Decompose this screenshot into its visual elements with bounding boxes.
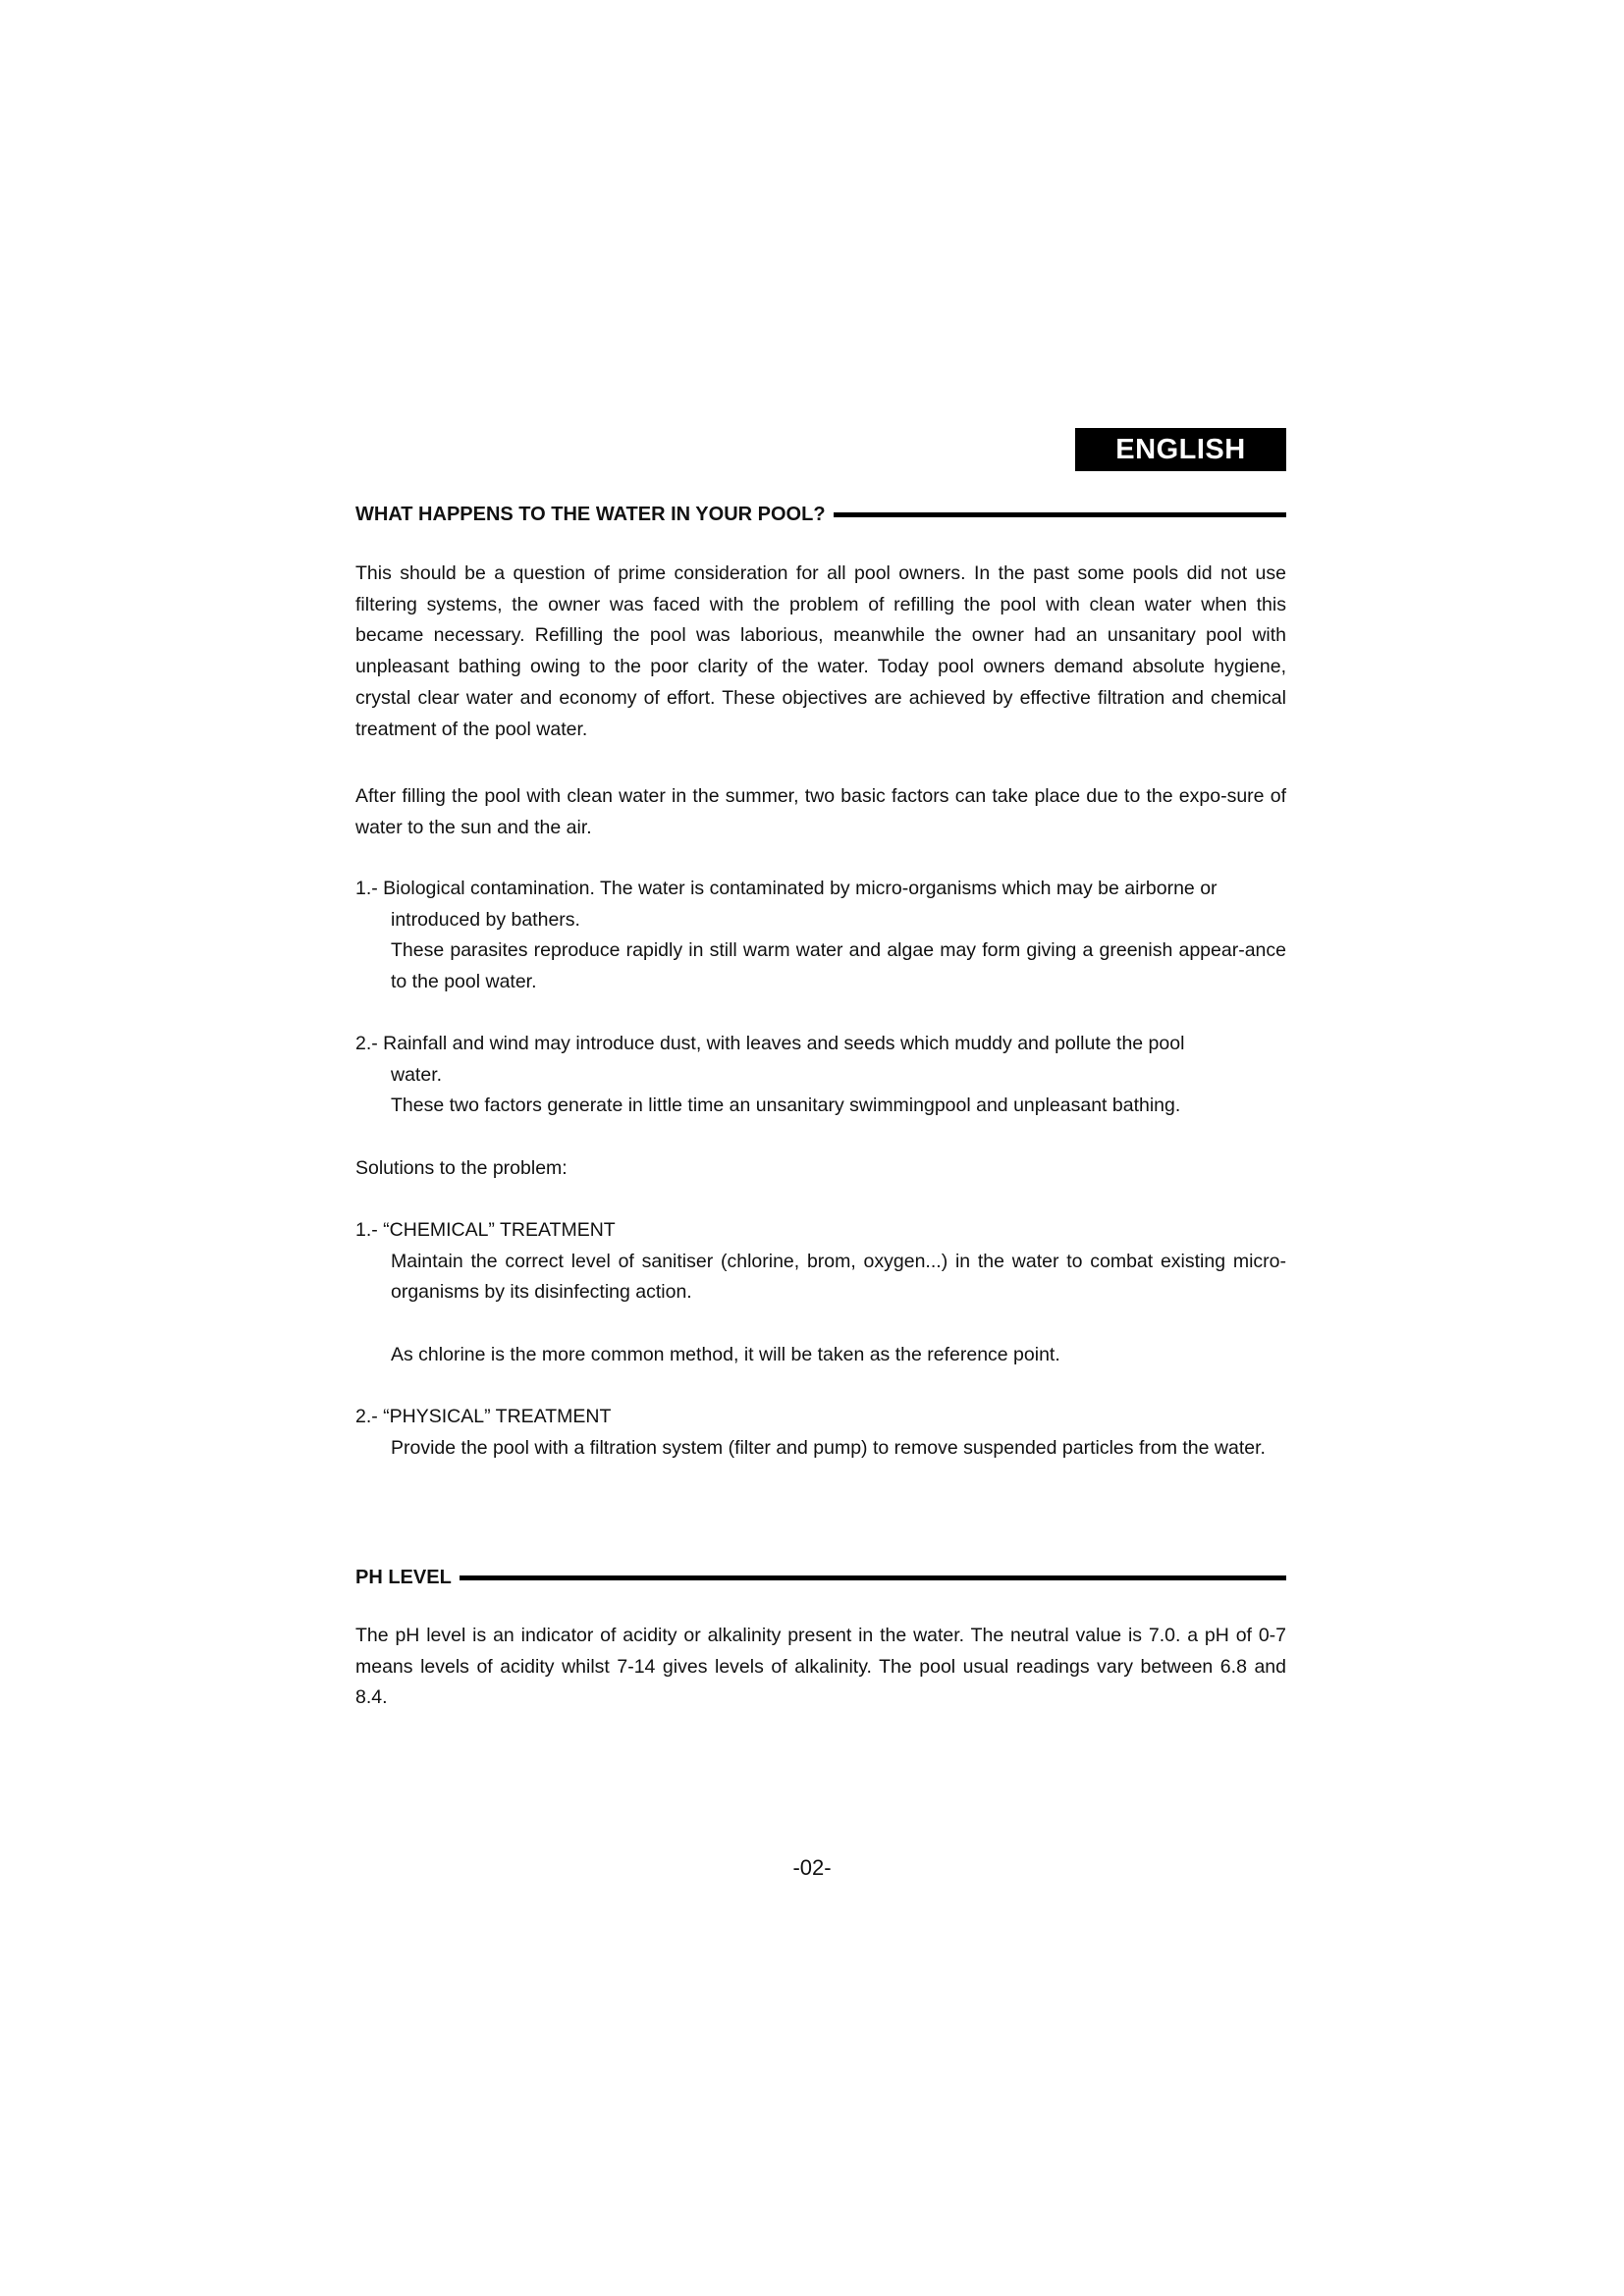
- solution-2-title: 2.- “PHYSICAL” TREATMENT: [355, 1406, 612, 1427]
- language-badge: ENGLISH: [1075, 428, 1286, 471]
- solution-1-title: 1.- “CHEMICAL” TREATMENT: [355, 1219, 616, 1241]
- solution-1-text: Maintain the correct level of sanitiser (chlorine, brom, oxygen...) in the water to combat existing micro-organisms by its disinfecting action.: [391, 1250, 1286, 1304]
- factors-intro-paragraph: After filling the pool with clean water in the summer, two basic factors can take place due to the expo-sure of water to the sun and the air.: [355, 785, 1286, 838]
- factor-1-line2: introduced by bathers.: [391, 908, 580, 931]
- solutions-label: Solutions to the problem:: [355, 1157, 568, 1179]
- factor-2: [355, 1029, 1286, 1122]
- section-rule: [834, 512, 1286, 517]
- section-rule: [460, 1575, 1286, 1580]
- page-number: -02-: [792, 1855, 832, 1880]
- ph-paragraph: The pH level is an indicator of acidity or alkalinity present in the water. The neutral value is 7.0. a pH of 0-7 means levels of acidity whilst 7-14 gives levels of alkalinity. The pool usual readings vary between 6.8 and 8.4.: [355, 1625, 1286, 1709]
- section-heading-water-text: WHAT HAPPENS TO THE WATER IN YOUR POOL?: [355, 504, 826, 525]
- factor-1: [355, 874, 1286, 998]
- section-heading-ph-text: PH LEVEL: [355, 1567, 452, 1588]
- factor-2-line1: 2.- Rainfall and wind may introduce dust, with leaves and seeds which muddy and pollute the pool: [355, 1033, 1185, 1054]
- factor-1-line1: 1.- Biological contamination. The water is contaminated by micro-organisms which may be airborne or: [355, 878, 1218, 899]
- solution-2-text: Provide the pool with a filtration system (filter and pump) to remove suspended particles from the water.: [391, 1436, 1266, 1459]
- section-heading-water: [355, 501, 1286, 528]
- factor-2-line2: water.: [391, 1063, 443, 1086]
- solution-1: [355, 1215, 1286, 1308]
- solution-2: [355, 1402, 1286, 1464]
- factor-1-detail: These parasites reproduce rapidly in still warm water and algae may form giving a greenish appear-ance to the pool water.: [391, 939, 1286, 993]
- intro-paragraph: This should be a question of prime consideration for all pool owners. In the past some pools did not use filtering systems, the owner was faced with the problem of refilling the pool with clean water when this became necessary. Refilling the pool was laborious, meanwhile the owner had an unsanitary pool with unpleasant bathing owing to the poor clarity of the water. Today pool owners demand absolute hygiene, crystal clear water and economy of effort. These objectives are achieved by effective filtration and chemical treatment of the pool water.: [355, 562, 1286, 740]
- factor-2-detail: These two factors generate in little time an unsanitary swimmingpool and unpleasant bathing.: [391, 1095, 1181, 1117]
- section-heading-ph: [355, 1564, 1286, 1591]
- solution-1-note: As chlorine is the more common method, it will be taken as the reference point.: [391, 1344, 1060, 1365]
